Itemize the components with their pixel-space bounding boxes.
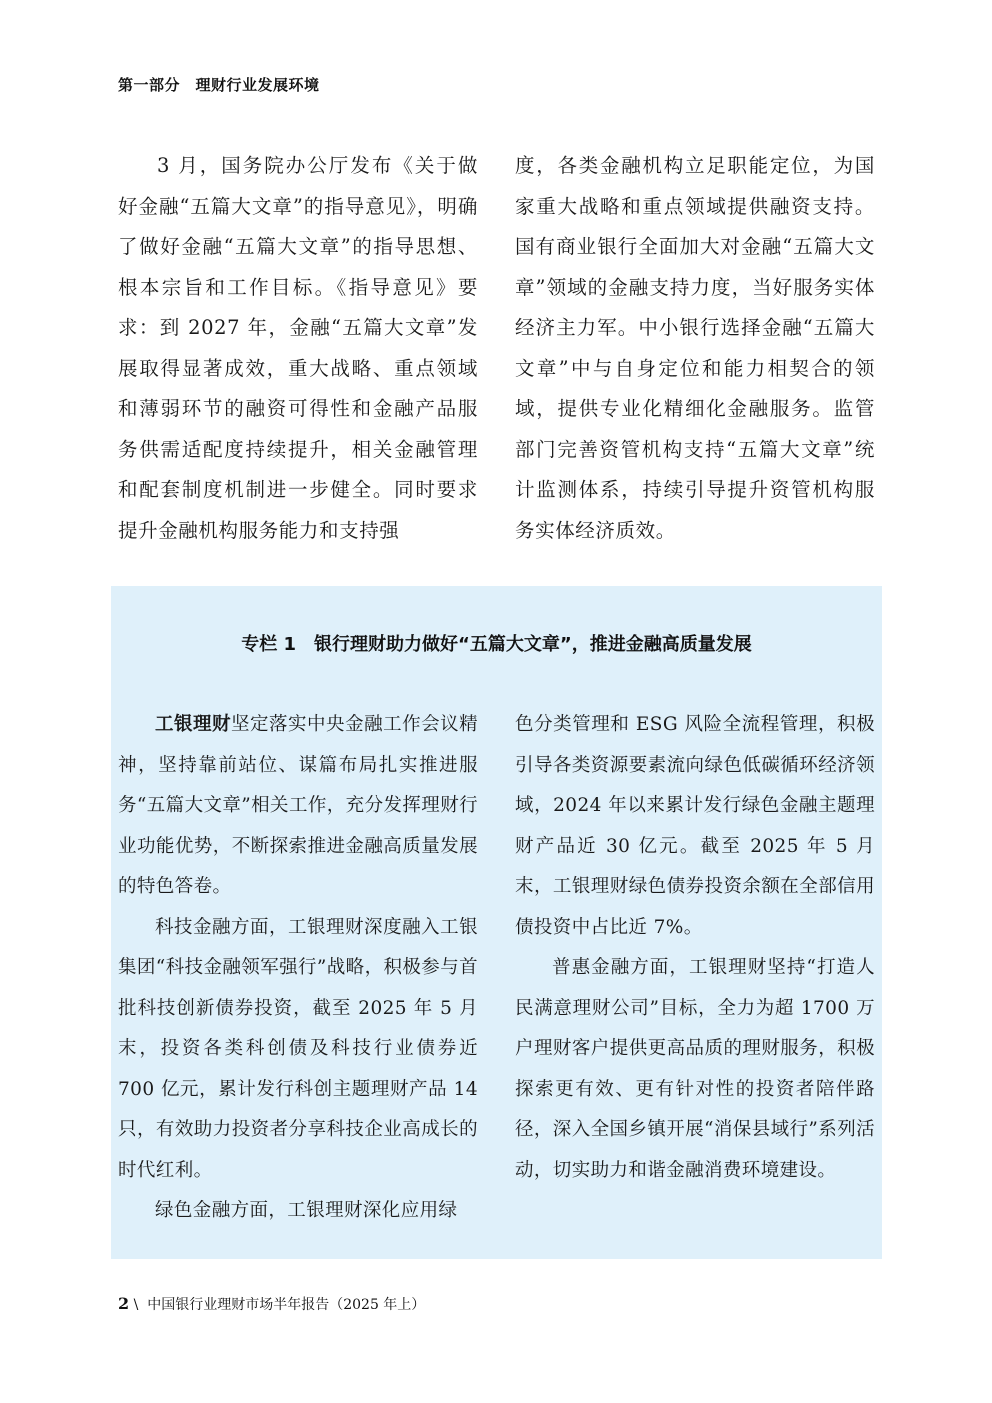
feature-box-title: 专栏 1 银行理财助力做好“五篇大文章”，推进金融高质量发展 bbox=[241, 634, 752, 655]
feature-box-right-column bbox=[515, 705, 875, 1191]
feature-box-left-column bbox=[118, 705, 478, 1232]
main-right-column bbox=[515, 146, 875, 551]
box-paragraph-green-finance-start: 绿色金融方面，工银理财深化应用绿 bbox=[155, 1200, 458, 1221]
footer-separator: \ bbox=[133, 1297, 139, 1313]
running-header: 第一部分 理财行业发展环境 bbox=[118, 76, 320, 94]
feature-box bbox=[111, 586, 882, 1259]
box-paragraph-inclusive-finance: 普惠金融方面，工银理财坚持“打造人民满意理财公司”目标，全力为超 1700 万户理财客户提供更高品质的理财服务，积极探索更有效、更有针对性的投资者陪伴路径，深入全国乡镇开展“消保县域行”系列活动，切实助力和谐金融消费环境建设。 bbox=[515, 957, 875, 1181]
footer-report-title: 中国银行业理财市场半年报告（2025 年上） bbox=[147, 1297, 426, 1313]
main-paragraph-right: 度，各类金融机构立足职能定位，为国家重大战略和重点领域提供融资支持。国有商业银行全面加大对金融“五篇大文章”领域的金融支持力度，当好服务实体经济主力军。中小银行选择金融“五篇大文章”中与自身定位和能力相契合的领域，提供专业化精细化金融服务。监管部门完善资管机构支持“五篇大文章”统计监测体系，持续引导提升资管机构服务实体经济质效。 bbox=[515, 154, 875, 542]
box-paragraph-intro-body: 坚定落实中央金融工作会议精神，坚持靠前站位、谋篇布局扎实推进服务“五篇大文章”相关工作，充分发挥理财行业功能优势，不断探索推进金融高质量发展的特色答卷。 bbox=[118, 714, 478, 897]
box-paragraph-green-finance-cont: 色分类管理和 ESG 风险全流程管理，积极引导各类资源要素流向绿色低碳循环经济领域，2024 年以来累计发行绿色金融主题理财产品近 30 亿元。截至 2025 年 5 月末，工银理财绿色债券投资余额在全部信用债投资中占比近 7%。 bbox=[515, 714, 875, 938]
box-paragraph-tech-finance: 科技金融方面，工银理财深度融入工银集团“科技金融领军强行”战略，积极参与首批科技创新债券投资，截至 2025 年 5 月末，投资各类科创债及科技行业债券近 700 亿元，累计发行科创主题理财产品 14 只，有效助力投资者分享科技企业高成长的时代红利。 bbox=[118, 916, 478, 1181]
box-paragraph-lead: 工银理财 bbox=[155, 714, 232, 735]
main-paragraph-left: 3 月，国务院办公厅发布《关于做好金融“五篇大文章”的指导意见》，明确了做好金融“五篇大文章”的指导思想、根本宗旨和工作目标。《指导意见》要求：到 2027 年，金融“五篇大文章”发展取得显著成效，重大战略、重点领域和薄弱环节的融资可得性和金融产品服务供需适配度持续提升，相关金融管理和配套制度机制进一步健全。同时要求提升金融机构服务能力和支持强 bbox=[118, 154, 478, 542]
page-footer bbox=[118, 1294, 425, 1314]
page-number: 2 bbox=[118, 1294, 130, 1313]
main-left-column bbox=[118, 146, 478, 551]
box-paragraph-intro bbox=[118, 705, 478, 908]
